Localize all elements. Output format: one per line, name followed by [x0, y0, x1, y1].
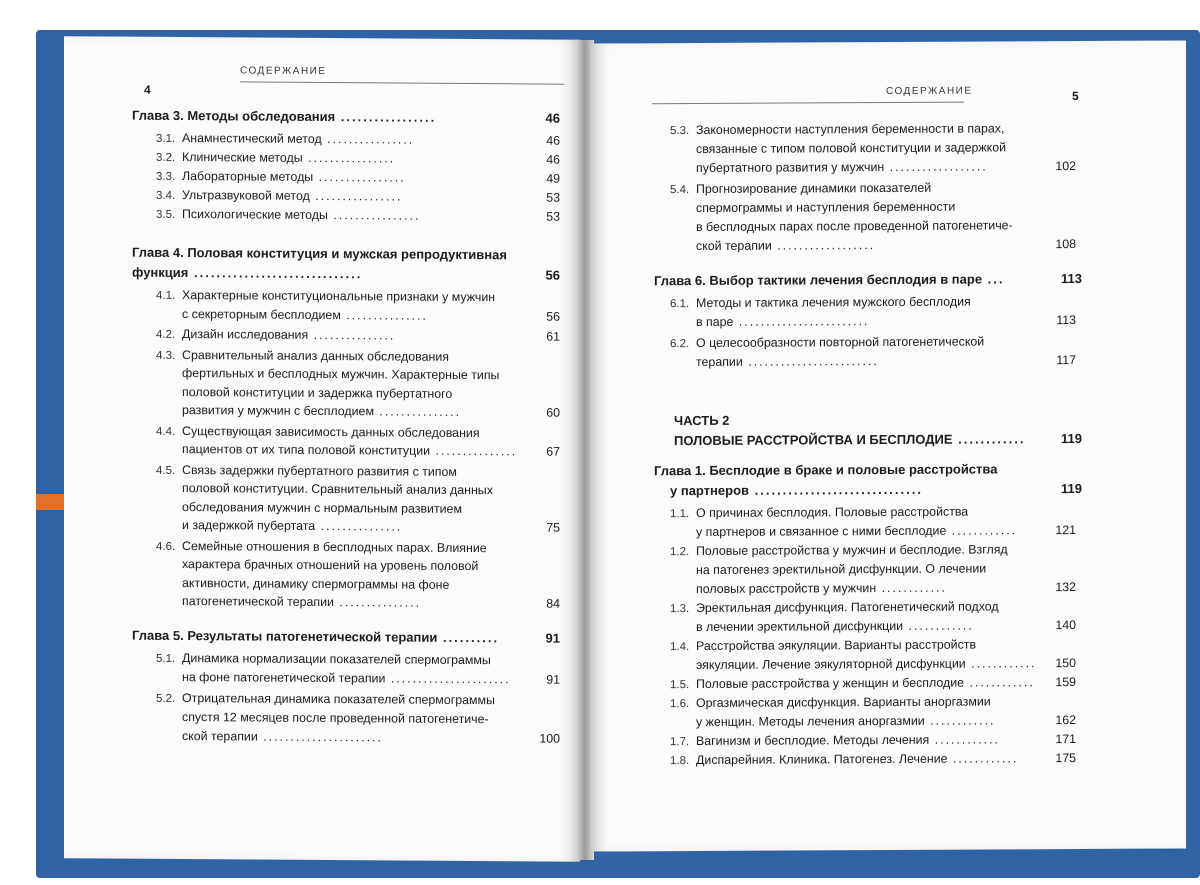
toc-item-number: 3.3. — [156, 170, 176, 183]
header-rule — [652, 102, 964, 105]
toc-text: пубертатного развития у мужчин — [696, 160, 885, 176]
leader-dots: ............... — [308, 327, 396, 343]
toc-text: характера брачных отношений на уровень половой — [182, 557, 479, 574]
toc-text: половых расстройств у мужчин — [696, 581, 877, 597]
toc-item-number: 3.1. — [156, 132, 176, 145]
toc-text: Глава 4. Половая конституция и мужская репродуктивная — [132, 244, 507, 263]
page-number: 4 — [144, 82, 151, 97]
toc-entry-line — [156, 304, 560, 325]
toc-text: в бесплодных парах после проведенной патогенетиче- — [696, 218, 1013, 235]
chapter-heading — [654, 270, 1082, 290]
toc-text: ЧАСТЬ 2 — [674, 412, 730, 429]
toc-text: О целесообразности повторной патогенетической — [696, 334, 985, 351]
toc-entry-line — [670, 521, 1076, 541]
toc-page-number: 53 — [546, 209, 560, 224]
toc-entry-line — [670, 673, 1076, 694]
leader-dots: ................ — [313, 169, 406, 185]
toc-page-number: 46 — [546, 133, 560, 148]
toc-entry-line — [156, 592, 560, 613]
toc-text: Глава 3. Методы обследования — [132, 107, 336, 125]
toc-text: Клинические методы — [182, 150, 303, 165]
toc-text: Половые расстройства у женщин и бесплодие — [696, 675, 965, 692]
toc-entry-line — [670, 654, 1076, 674]
toc-text: Оргазмическая дисфункция. Варианты аноргазмии — [696, 694, 991, 711]
leader-dots: ................ — [321, 131, 415, 147]
toc-page-number: 119 — [1061, 430, 1082, 447]
toc-entry-line — [670, 730, 1076, 751]
toc-item-number: 1.7. — [670, 736, 690, 749]
toc-item-number: 4.4. — [156, 425, 176, 438]
running-head: СОДЕРЖАНИЕ — [886, 85, 973, 98]
toc-entry-line — [156, 667, 560, 688]
toc-text: О причинах бесплодия. Половые расстройства — [696, 504, 969, 521]
toc-entry-line — [670, 692, 1076, 713]
toc-entry-line — [670, 635, 1076, 656]
leader-dots: ................. — [335, 109, 437, 125]
leader-dots: ............... — [430, 443, 518, 459]
toc-text: ской терапии — [696, 238, 772, 254]
leader-dots: ............... — [373, 404, 462, 419]
toc-page-number: 132 — [1055, 580, 1076, 595]
toc-entry-line — [670, 559, 1076, 579]
chapter-heading — [670, 480, 1082, 500]
toc-item-number: 5.4. — [670, 184, 690, 197]
toc-entry-line — [670, 216, 1076, 236]
toc-item-number: 3.4. — [156, 189, 176, 202]
toc-entry-line — [670, 311, 1076, 331]
leader-dots: ................ — [309, 188, 403, 204]
leader-dots: ............ — [924, 713, 996, 728]
toc-entry-line — [670, 235, 1076, 255]
toc-text: Лабораторные методы — [182, 169, 314, 184]
toc-page-number: 162 — [1055, 713, 1076, 728]
toc-text: Ультразвуковой метод — [182, 188, 310, 203]
page-number: 5 — [1072, 89, 1079, 104]
running-head: СОДЕРЖАНИЕ — [240, 65, 327, 78]
leader-dots: ............ — [947, 751, 1019, 766]
toc-item-number: 1.1. — [670, 508, 690, 521]
toc-text: у партнеров — [670, 482, 750, 499]
toc-text: Отрицательная динамика показателей спермограммы — [182, 690, 495, 707]
toc-item-number: 1.3. — [670, 603, 690, 616]
toc-entry-line — [670, 332, 1076, 353]
toc-page-number: 49 — [546, 171, 560, 186]
chapter-heading — [132, 107, 560, 128]
leader-dots: .................. — [884, 159, 988, 175]
toc-text: спустя 12 месяцев после проведенной патогенетиче- — [182, 709, 489, 726]
toc-text: развития у мужчин с бесплодием — [182, 403, 374, 419]
part-title — [674, 430, 1082, 450]
toc-text: Методы и тактика лечения мужского бесплодия — [696, 294, 971, 311]
toc-entry-line — [156, 573, 560, 594]
toc-item-number: 4.5. — [156, 464, 176, 477]
toc-item-number: 3.5. — [156, 208, 176, 221]
toc-text: у женщин. Методы лечения аноргазмии — [696, 713, 925, 730]
toc-text: функция — [132, 264, 189, 281]
leader-dots: ............... — [333, 595, 422, 610]
toc-page-number: 100 — [539, 731, 560, 746]
leader-dots: ............ — [964, 675, 1035, 690]
toc-page-number: 117 — [1056, 353, 1076, 368]
toc-text: Дизайн исследования — [182, 327, 309, 342]
toc-entry-line — [670, 197, 1076, 217]
toc-item-number: 5.1. — [156, 652, 176, 665]
toc-entry-line — [156, 726, 560, 747]
toc-page-number: 119 — [1061, 480, 1082, 497]
toc-page-number: 91 — [545, 630, 560, 646]
leader-dots: ...................... — [257, 729, 383, 744]
toc-text: Сравнительный анализ данных обследования — [182, 347, 449, 364]
toc-text: на фоне патогенетической терапии — [182, 669, 386, 685]
toc-entry-line — [156, 479, 560, 500]
leader-dots: ............ — [929, 732, 1001, 747]
toc-text: на патогенез эректильной дисфункции. О лечении — [696, 561, 987, 578]
toc-page-number: 75 — [546, 520, 560, 535]
toc-page-number: 56 — [545, 267, 560, 283]
chapter-heading — [132, 244, 560, 265]
toc-entry-line — [156, 497, 560, 518]
toc-entry-line — [156, 325, 560, 347]
toc-item-number: 1.8. — [670, 755, 690, 768]
toc-text: связанные с типом половой конституции и задержкой — [696, 140, 1007, 157]
leader-dots: ................ — [302, 150, 396, 166]
toc-entry-line — [670, 711, 1076, 731]
toc-text: фертильных и бесплодных мужчин. Характерные типы — [182, 366, 500, 383]
toc-text: Глава 5. Результаты патогенетической терапии — [132, 627, 438, 645]
toc-entry-line — [156, 401, 560, 422]
toc-entry-line — [156, 555, 560, 576]
toc-entry-line — [156, 364, 560, 385]
toc-text: Прогнозирование динамики показателей — [696, 180, 932, 197]
toc-text: Диспарейния. Клиника. Патогенез. Лечение — [696, 751, 948, 768]
toc-text: ской терапии — [182, 728, 258, 744]
toc-entry-line — [156, 382, 560, 403]
toc-text: половой конституции и задержка пубертатного — [182, 384, 453, 401]
right-page — [590, 40, 1186, 851]
toc-page-number: 53 — [546, 190, 560, 205]
toc-entry-line — [156, 205, 560, 227]
toc-text: Семейные отношения в бесплодных парах. Влияние — [182, 538, 487, 555]
toc-item-number: 5.2. — [156, 692, 176, 705]
leader-dots: ........................ — [733, 314, 870, 329]
toc-text: с секреторным бесплодием — [182, 306, 341, 322]
toc-item-number: 4.2. — [156, 328, 176, 341]
toc-text: спермограммы и наступления беременности — [696, 199, 956, 216]
leader-dots: ............ — [946, 523, 1018, 538]
toc-text: Динамика нормализации показателей спермограммы — [182, 650, 491, 667]
part-label — [674, 411, 874, 430]
toc-page-number: 56 — [546, 309, 560, 324]
toc-text: пациентов от их типа половой конституции — [182, 442, 431, 458]
leader-dots: .............................. — [188, 265, 363, 282]
toc-text: Половые расстройства у мужчин и бесплодие. Взгляд — [696, 542, 1008, 559]
toc-page-number: 84 — [546, 596, 560, 611]
toc-page-number: 46 — [545, 110, 560, 126]
toc-text: Глава 6. Выбор тактики лечения бесплодия в паре — [654, 271, 983, 289]
toc-page-number: 171 — [1055, 732, 1076, 747]
toc-entry-line — [156, 707, 560, 728]
leader-dots: .................. — [771, 238, 876, 253]
toc-text: в паре — [696, 314, 734, 330]
toc-page-number: 113 — [1061, 270, 1082, 287]
toc-entry-line — [156, 516, 560, 537]
toc-entry-line — [670, 178, 1076, 199]
toc-text: терапии — [696, 354, 743, 370]
toc-text: Психологические методы — [182, 207, 328, 223]
toc-page-number: 102 — [1055, 159, 1076, 174]
toc-text: половой конституции. Сравнительный анализ данных — [182, 481, 493, 498]
toc-page-number: 61 — [546, 329, 560, 344]
toc-text: Эректильная дисфункция. Патогенетический подход — [696, 599, 999, 616]
toc-text: Вагинизм и бесплодие. Методы лечения — [696, 732, 930, 749]
toc-item-number: 1.2. — [670, 546, 690, 559]
leader-dots: ............ — [952, 431, 1026, 447]
left-page — [64, 36, 580, 862]
toc-page-number: 46 — [546, 152, 560, 167]
toc-text: и задержкой пубертата — [182, 518, 316, 533]
toc-page-number: 91 — [546, 672, 560, 687]
toc-item-number: 4.3. — [156, 349, 176, 362]
toc-entry-line — [670, 119, 1076, 140]
leader-dots: ............ — [965, 656, 1037, 671]
toc-item-number: 1.5. — [670, 679, 690, 692]
leader-dots: ............ — [876, 580, 947, 596]
toc-item-number: 5.3. — [670, 125, 690, 138]
toc-entry-line — [670, 351, 1076, 371]
toc-text: Глава 1. Бесплодие в браке и половые расстройства — [654, 461, 998, 479]
toc-entry-line — [670, 502, 1076, 523]
header-rule — [240, 81, 564, 84]
toc-entry-line — [670, 292, 1076, 313]
toc-page-number: 159 — [1055, 675, 1076, 690]
toc-item-number: 6.2. — [670, 338, 690, 351]
leader-dots: ... — [982, 271, 1005, 287]
toc-page-number: 60 — [546, 405, 560, 420]
toc-entry-line — [670, 157, 1076, 177]
toc-page-number: 175 — [1055, 751, 1076, 766]
leader-dots: ........................ — [742, 354, 879, 369]
toc-text: Характерные конституциональные признаки у мужчин — [182, 288, 496, 305]
toc-entry-line — [670, 540, 1076, 561]
toc-text: эякуляции. Лечение эякуляторной дисфункции — [696, 656, 966, 673]
toc-entry-line — [670, 597, 1076, 618]
toc-item-number: 6.1. — [670, 298, 690, 311]
toc-text: Закономерности наступления беременности в парах, — [696, 121, 1005, 138]
toc-item-number: 4.1. — [156, 289, 176, 302]
toc-page-number: 113 — [1056, 313, 1076, 328]
toc-text: Существующая зависимость данных обследования — [182, 423, 480, 440]
toc-page-number: 108 — [1055, 237, 1076, 252]
toc-entry-line — [670, 138, 1076, 158]
toc-page-number: 150 — [1055, 656, 1076, 671]
leader-dots: ............... — [315, 518, 403, 534]
toc-page-number: 140 — [1055, 618, 1076, 633]
leader-dots: ............ — [903, 618, 974, 633]
toc-page-number: 67 — [546, 444, 560, 459]
toc-text: активности, динамику спермограммы на фоне — [182, 575, 450, 592]
toc-item-number: 3.2. — [156, 151, 176, 164]
chapter-heading — [132, 264, 560, 285]
toc-text: Связь задержки пубертатного развития с типом — [182, 462, 457, 479]
toc-entry-line — [670, 749, 1076, 770]
toc-entry-line — [670, 616, 1076, 636]
toc-text: Анамнестический метод — [182, 131, 322, 146]
chapter-heading — [132, 626, 560, 647]
leader-dots: ............... — [340, 307, 428, 323]
toc-text: Расстройства эякуляции. Варианты расстройств — [696, 637, 977, 654]
toc-text: патогенетической терапии — [182, 594, 334, 610]
toc-item-number: 1.6. — [670, 698, 690, 711]
toc-entry-line — [156, 440, 560, 461]
toc-text: у партнеров и связанное с ними бесплодие — [696, 523, 947, 540]
chapter-heading — [654, 460, 1082, 480]
leader-dots: .............................. — [749, 481, 923, 498]
leader-dots: ...................... — [385, 670, 511, 686]
toc-text: в лечении эректильной дисфункции — [696, 618, 904, 635]
leader-dots: .......... — [437, 629, 500, 645]
toc-entry-line — [670, 578, 1076, 598]
toc-item-number: 1.4. — [670, 641, 690, 654]
toc-text: обследования мужчин с нормальным развитием — [182, 499, 462, 516]
toc-item-number: 4.6. — [156, 540, 176, 553]
toc-text: ПОЛОВЫЕ РАССТРОЙСТВА И БЕСПЛОДИЕ — [674, 431, 953, 449]
toc-page-number: 121 — [1055, 523, 1076, 538]
leader-dots: ................ — [327, 208, 421, 223]
